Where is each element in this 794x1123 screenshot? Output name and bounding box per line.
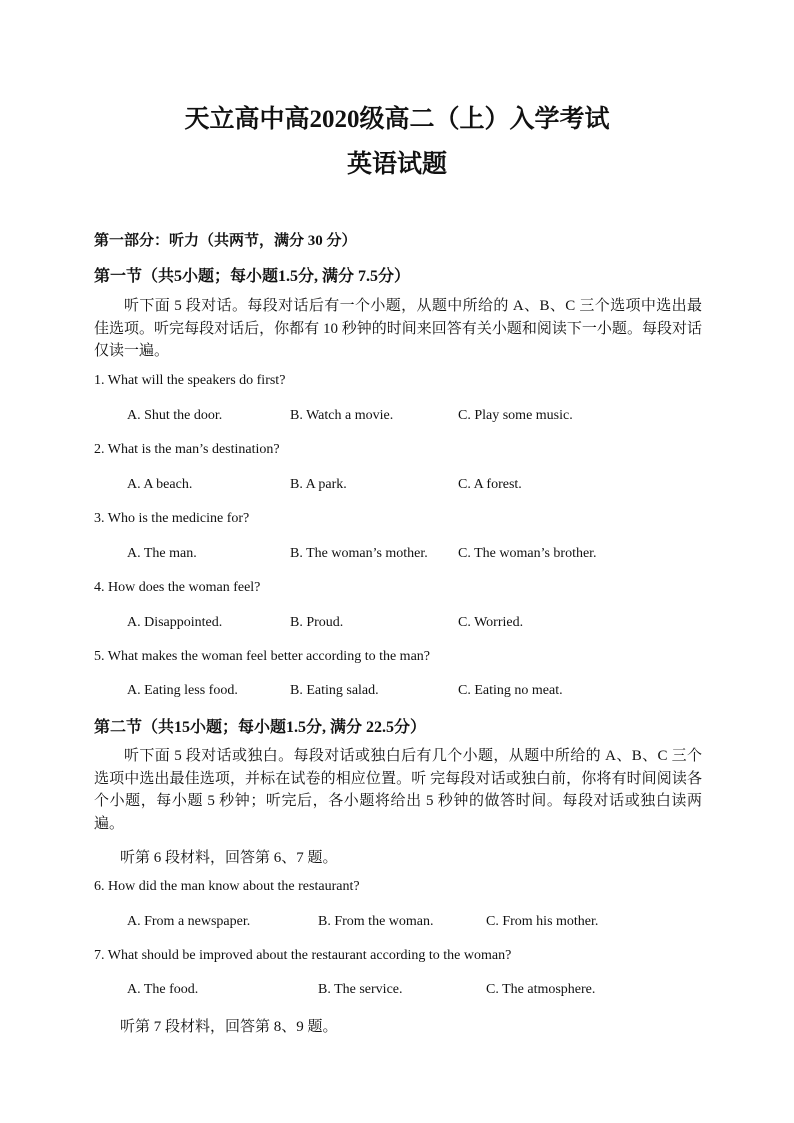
option-b: B. Watch a movie.	[290, 408, 394, 423]
option-b: B. The woman’s mother.	[290, 546, 428, 561]
option-b: B. Eating salad.	[290, 683, 379, 698]
question-stem: 1. What will the speakers do first?	[94, 373, 286, 388]
option-c: C. The woman’s brother.	[458, 546, 597, 561]
section1-heading: 第一节（共5小题；每小题1.5分, 满分 7.5分）	[94, 268, 411, 285]
option-a: A. From a newspaper.	[127, 914, 251, 929]
option-b: B. Proud.	[290, 615, 344, 630]
option-a: A. Disappointed.	[127, 615, 223, 630]
question-stem: 3. Who is the medicine for?	[94, 511, 250, 526]
section1-instructions: 听下面 5 段对话。每段对话后有一个小题，从题中所给的 A、B、C 三个选项中选出最佳选项。听完每段对话后，你都有 10 秒钟的时间来回答有关小题和阅读下一小题。每段对话仅读一遍。	[94, 298, 702, 359]
option-b: B. A park.	[290, 477, 347, 492]
option-b: B. From the woman.	[318, 914, 434, 929]
question-stem: 7. What should be improved about the restaurant according to the woman?	[94, 948, 512, 963]
option-c: C. From his mother.	[486, 914, 599, 929]
material-note: 听第 7 段材料，回答第 8、9 题。	[120, 1019, 338, 1035]
question-stem: 4. How does the woman feel?	[94, 580, 261, 595]
section2-instructions: 听下面 5 段对话或独白。每段对话或独白后有几个小题，从题中所给的 A、B、C 三个选项中选出最佳选项，并标在试卷的相应位置。听 完每段对话或独白前，你将有时间阅读各个小题，每小题 5 秒钟；听完后，各小题将给出 5 秒钟的做答时间。每段对话或独白读两遍。	[94, 748, 702, 832]
option-c: C. Play some music.	[458, 408, 573, 423]
option-a: A. A beach.	[127, 477, 193, 492]
option-a: A. Shut the door.	[127, 408, 223, 423]
option-a: A. Eating less food.	[127, 683, 238, 698]
option-b: B. The service.	[318, 982, 403, 997]
option-c: C. The atmosphere.	[486, 982, 596, 997]
option-a: A. The man.	[127, 546, 197, 561]
question-stem: 2. What is the man’s destination?	[94, 442, 280, 457]
part1-heading: 第一部分：听力（共两节，满分 30 分）	[94, 233, 357, 249]
option-c: C. Eating no meat.	[458, 683, 563, 698]
question-stem: 5. What makes the woman feel better according to the man?	[94, 649, 430, 664]
option-c: C. A forest.	[458, 477, 522, 492]
exam-title: 天立高中高2020级高二（上）入学考试	[184, 106, 610, 133]
section2-heading: 第二节（共15小题；每小题1.5分, 满分 22.5分）	[94, 719, 427, 736]
material-note: 听第 6 段材料，回答第 6、7 题。	[120, 850, 338, 866]
exam-subtitle: 英语试题	[346, 151, 447, 178]
question-stem: 6. How did the man know about the restaurant?	[94, 879, 360, 894]
option-c: C. Worried.	[458, 615, 524, 630]
option-a: A. The food.	[127, 982, 199, 997]
